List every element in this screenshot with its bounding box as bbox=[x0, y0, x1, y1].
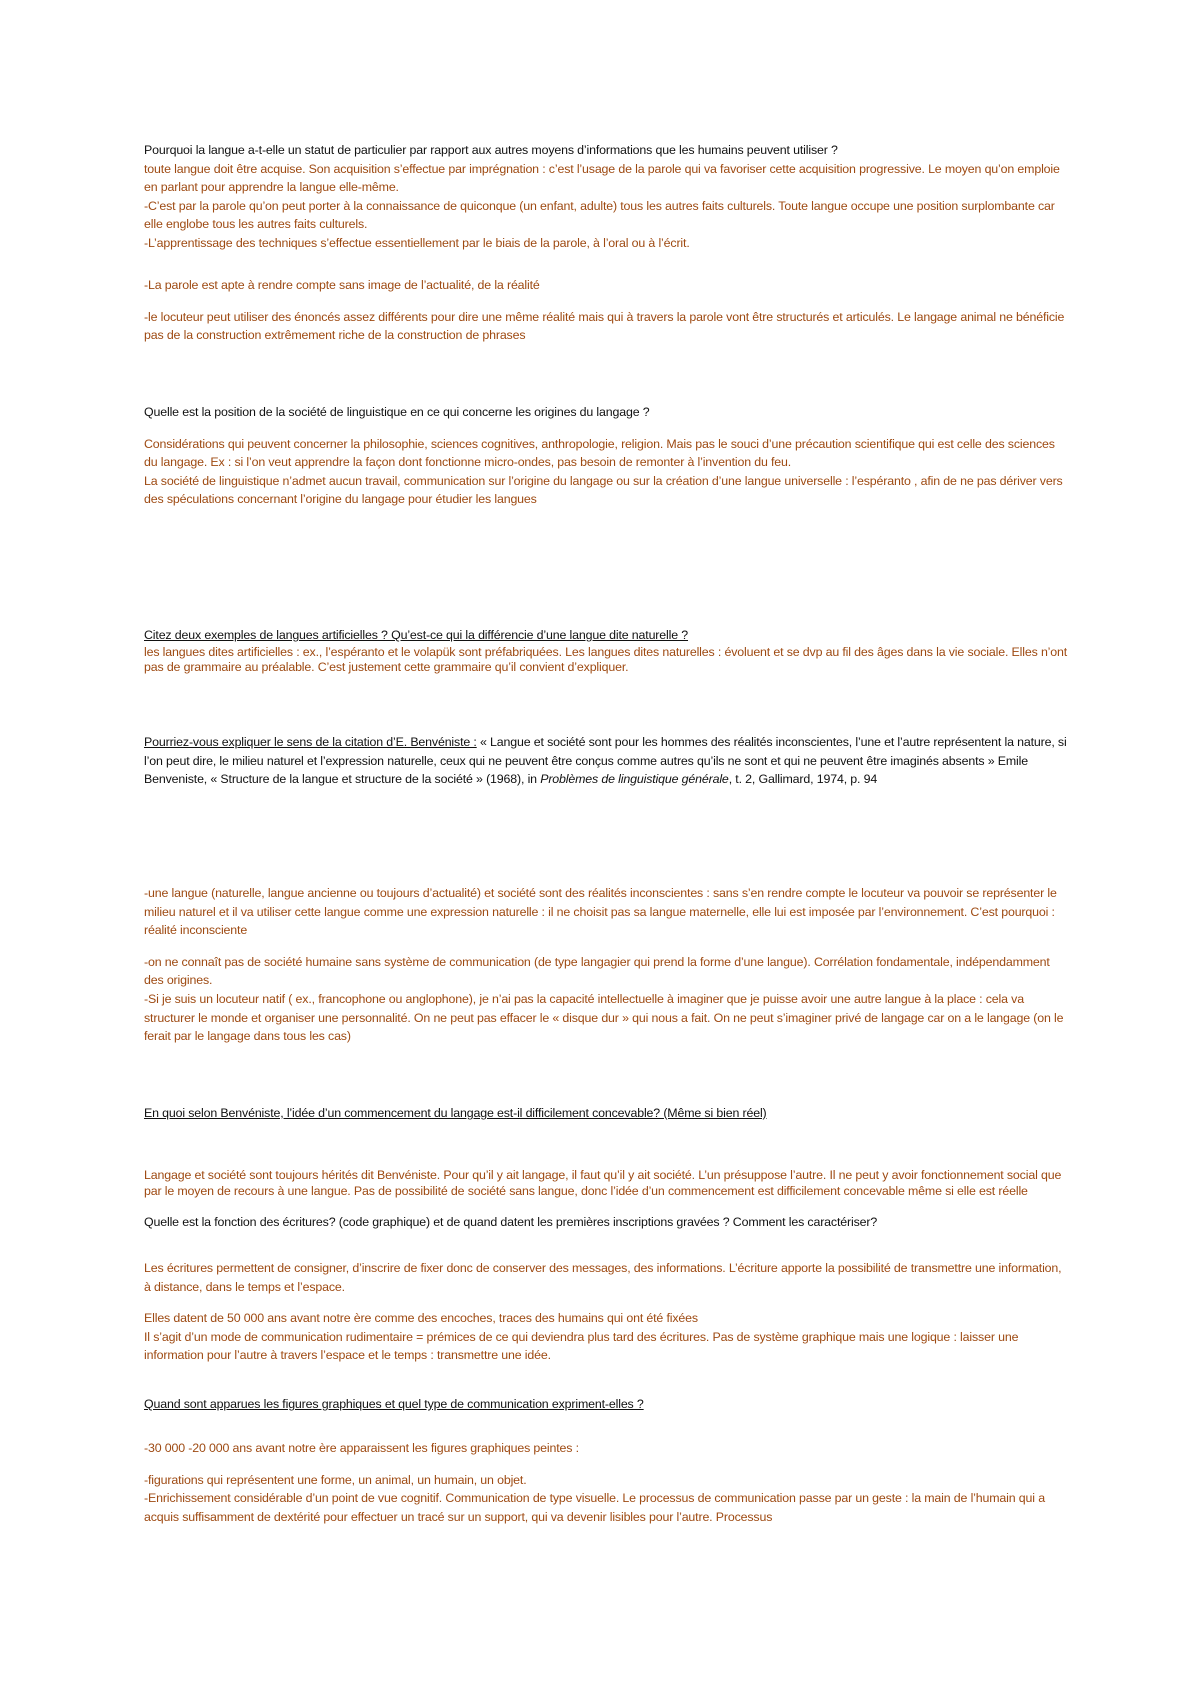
section-1 bbox=[144, 141, 1069, 253]
section-4-answers bbox=[144, 884, 1069, 1046]
section-6 bbox=[144, 1213, 1069, 1232]
answer-6-paragraph-2: Elles datent de 50 000 ans avant notre ère comme des encoches, traces des humains qui ont été fixées bbox=[144, 1311, 698, 1326]
section-7-answers bbox=[144, 1439, 1069, 1526]
answer-7-paragraph-2: -figurations qui représentent une forme, un animal, un humain, un objet. bbox=[144, 1472, 527, 1487]
question-2: Quelle est la position de la société de linguistique en ce qui concerne les origines du langage ? bbox=[144, 405, 650, 419]
question-7: Quand sont apparues les figures graphiques et quel type de communication expriment-elles ? bbox=[144, 1397, 644, 1411]
answer-1-paragraph-5: -le locuteur peut utiliser des énoncés assez différents pour dire une même réalité mais qui à travers la parole vont être structurés et articulés. Le langage animal ne bénéficie pas de la construction extrêmement riche de la construction de phrases bbox=[144, 309, 1065, 343]
answer-7-paragraph-1: -30 000 -20 000 ans avant notre ère apparaissent les figures graphiques peintes : bbox=[144, 1441, 579, 1455]
answer-2-paragraph-2: La société de linguistique n’admet aucun travail, communication sur l’origine du langage ou sur la création d’une langue universelle : l’espéranto , afin de ne pas dériver vers des spéculations concernant l’origine du langage pour étudier les langues bbox=[144, 473, 1063, 507]
answer-1-paragraph-1: toute langue doit être acquise. Son acquisition s’effectue par imprégnation : c’est l’usage de la parole qui va favoriser cette acquisition progressive. Le moyen qu’on emploie en parlant pour apprendre la langue elle-même. bbox=[144, 161, 1060, 195]
section-1-continued bbox=[144, 276, 1069, 345]
answer-2-paragraph-1: Considérations qui peuvent concerner la philosophie, sciences cognitives, anthropologie, religion. Mais pas le souci d’une précaution scientifique qui est celle des sciences du langage. Ex : si l’on veut apprendre la façon dont fonctionne micro-ondes, pas besoin de remonter à l’invention du feu. bbox=[144, 436, 1055, 470]
section-4 bbox=[144, 733, 1069, 789]
question-4-with-citation bbox=[144, 733, 1069, 789]
answer-6-paragraph-3: Il s’agit d’un mode de communication rudimentaire = prémices de ce qui deviendra plus tard des écritures. Pas de système graphique mais une logique : laisser une information pour l’autre à travers l’espace et le temps : transmettre une idée. bbox=[144, 1329, 1019, 1363]
question-5: En quoi selon Benvéniste, l’idée d’un commencement du langage est-il difficilement concevable? (Même si bien réel) bbox=[144, 1106, 767, 1120]
question-4: Pourriez-vous expliquer le sens de la citation d’E. Benvéniste : bbox=[144, 735, 477, 749]
answer-4-paragraph-1: -une langue (naturelle, langue ancienne ou toujours d’actualité) et société sont des réalités inconscientes : sans s’en rendre compte le locuteur va pouvoir se représenter le milieu naturel et il va utiliser cette langue comme une expression naturelle : il ne choisit pas sa langue maternelle, elle lui est imposée par l’environnement. C’est pourquoi : réalité inconsciente bbox=[144, 886, 1057, 938]
answer-1-paragraph-2: -C’est par la parole qu’on peut porter à la connaissance de quiconque (un enfant, adulte) tous les autres faits culturels. Toute langue occupe une position surplombante car elle englobe tous les autres faits culturels. bbox=[144, 198, 1055, 232]
answer-1-paragraph-3: -L’apprentissage des techniques s’effectue essentiellement par le biais de la parole, à l’oral ou à l’écrit. bbox=[144, 235, 690, 250]
section-3 bbox=[144, 626, 1069, 676]
section-6-answers bbox=[144, 1259, 1069, 1365]
question-1: Pourquoi la langue a-t-elle un statut de particulier par rapport aux autres moyens d’informations que les humains peuvent utiliser ? bbox=[144, 143, 838, 157]
answer-6-paragraph-1: Les écritures permettent de consigner, d’inscrire de fixer donc de conserver des messages, des informations. L’écriture apporte la possibilité de transmettre une information, à distance, dans le temps et l’espace. bbox=[144, 1261, 1062, 1294]
section-7 bbox=[144, 1395, 1069, 1414]
answer-4-paragraph-3: -Si je suis un locuteur natif ( ex., francophone ou anglophone), je n’ai pas la capacité intellectuelle à imaginer que je puisse avoir une autre langue à la place : cela va structurer le monde et organiser une personnalité. On ne peut pas effacer le « disque dur » qui nous a fait. On ne peut s’imaginer privé de langage car on a le langage (on le ferait par le langage dans tous les cas) bbox=[144, 991, 1064, 1044]
answer-7-paragraph-3: -Enrichissement considérable d’un point de vue cognitif. Communication de type visuelle. Le processus de communication passe par un geste : la main de l’humain qui a acquis suffisamment de dextérité pour effectuer un tracé sur un support, qui va devenir lisibles pour l’autre. Processus bbox=[144, 1491, 1045, 1524]
answer-1-paragraph-4: -La parole est apte à rendre compte sans image de l’actualité, de la réalité bbox=[144, 278, 540, 292]
answer-3-paragraph-1: les langues dites artificielles : ex., l’espéranto et le volapük sont préfabriquées. Les langues dites naturelles : évoluent et se dvp au fil des âges dans la vie sociale. Elles n’ont pas de grammaire au préalable. C’est justement cette grammaire qu’il convient d’expliquer. bbox=[144, 644, 1068, 675]
answer-5-paragraph-1: Langage et société sont toujours hérités dit Benvéniste. Pour qu’il y ait langage, il faut qu’il y ait société. L’un présuppose l’autre. Il ne peut y avoir fonctionnement social que par le moyen de recours à une langue. Pas de possibilité de société sans langue, donc l’idée d’un commencement est difficilement concevable même si elle est réelle bbox=[144, 1168, 1062, 1198]
question-6: Quelle est la fonction des écritures? (code graphique) et de quand datent les premières inscriptions gravées ? Comment les caractériser? bbox=[144, 1215, 878, 1229]
book-title: Problèmes de linguistique générale bbox=[540, 772, 729, 787]
section-5 bbox=[144, 1104, 1069, 1123]
answer-4-paragraph-2: -on ne connaît pas de société humaine sans système de communication (de type langagier qui prend la forme d’une langue). Corrélation fondamentale, indépendamment des origines. bbox=[144, 954, 1050, 988]
question-3: Citez deux exemples de langues artificielles ? Qu’est-ce qui la différencie d’une langue dite naturelle ? bbox=[144, 628, 689, 642]
benveniste-quote: « Langue et société sont pour les hommes des réalités inconscientes, l’une et l’autre représentent la nature, si l’on peut dire, le milieu naturel et l’expression naturelle, ceux qui ne peuvent être conçus comme autres qu’ils ne sont et qui ne peuvent être imaginés absents » Emile Benveniste, « Structure de la langue et structure de la société » (1968), in bbox=[144, 735, 1067, 787]
book-reference: , t. 2, Gallimard, 1974, p. 94 bbox=[728, 772, 878, 787]
section-2 bbox=[144, 403, 1069, 509]
section-5-answer bbox=[144, 1168, 1069, 1199]
